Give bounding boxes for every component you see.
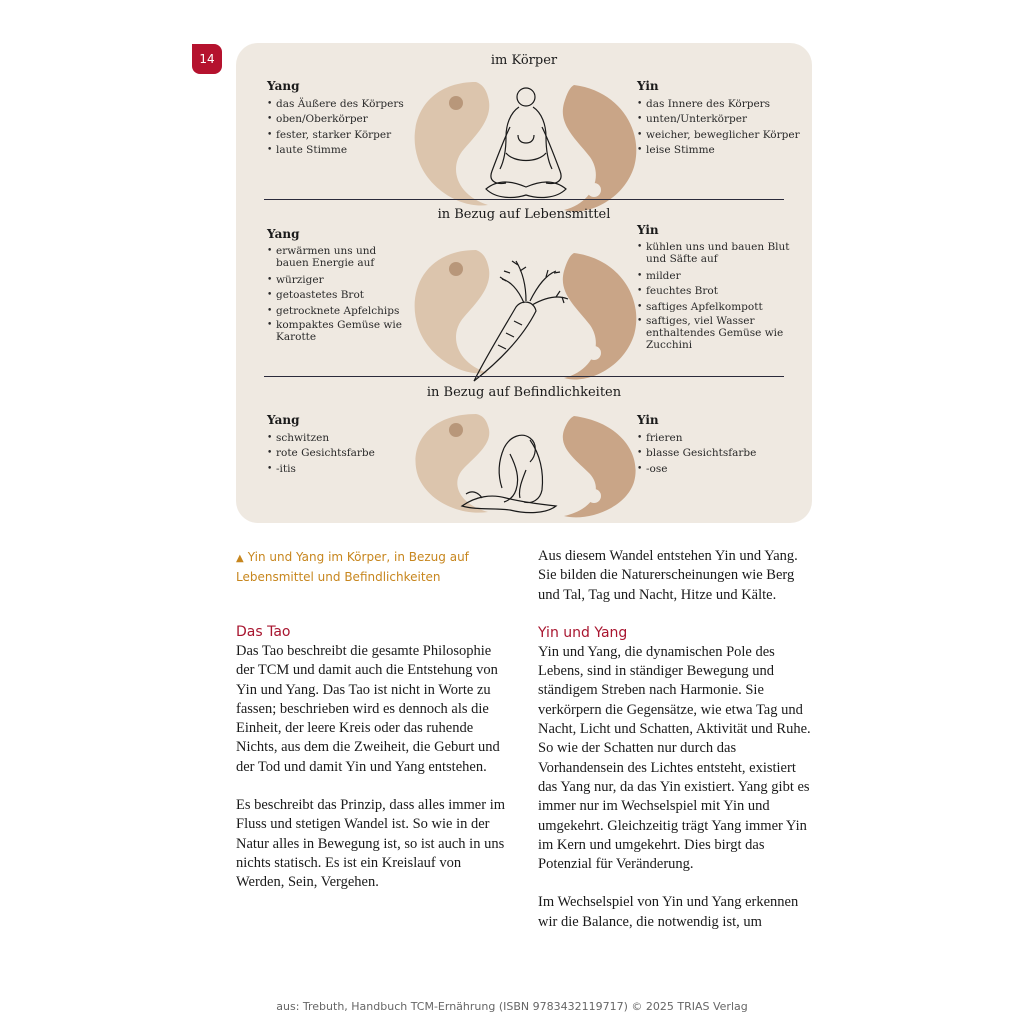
yin-yang-icon [406, 77, 646, 219]
footer-credit: aus: Trebuth, Handbuch TCM-Ernährung (ISBN 9783432119717) © 2025 TRIAS Verlag [276, 1000, 748, 1013]
yang-heading: Yang [267, 227, 300, 241]
list-item: • fester, starker Körper [267, 128, 417, 144]
paragraph: Yin und Yang, die dynamischen Pole des Lebens, sind in ständiger Bewegung und ständigem Streben nach Harmonie. Sie verkörpern die Gegensätze, wie etwa Tag und Nacht, Licht und Schatten, Aktivität und Ruhe. So wie der Schatten nur durch das Vorhandensein des Lichtes entsteht, existiert das Yang nur, da das Yin existiert. Yang gibt es immer nur im Wechselspiel mit Yin und umgekehrt. Gleichzeitig trägt Yang immer Yin im Kern und umgekehrt. Dies birgt das Potenzial für Veränderung. [538, 643, 811, 873]
left-text-column [236, 622, 512, 893]
yin-heading: Yin [637, 223, 659, 237]
list-item: • weicher, beweglicher Körper [637, 128, 802, 144]
list-item: • kühlen uns und bauen Blut und Säfte auf [637, 241, 797, 265]
yin-heading: Yin [637, 413, 659, 427]
yin-yang-icon [406, 410, 646, 520]
page-number: 14 [199, 52, 215, 66]
figure-caption [236, 548, 496, 587]
list-item: • laute Stimme [267, 143, 417, 159]
yang-column-food [267, 227, 407, 347]
list-item: • -itis [267, 462, 417, 478]
list-item: • erwärmen uns und bauen Energie auf [267, 245, 407, 269]
list-item: • feuchtes Brot [637, 284, 797, 300]
list-item: • oben/Oberkörper [267, 112, 417, 128]
list-item: • würziger [267, 273, 407, 289]
list-item: • milder [637, 269, 797, 285]
list-item: • frieren [637, 431, 797, 447]
yang-column-mood [267, 413, 417, 477]
section-title-food: in Bezug auf Lebensmittel [437, 207, 611, 222]
yin-heading: Yin [637, 79, 659, 93]
yin-column-body [637, 79, 802, 159]
list-item: • -ose [637, 462, 797, 478]
yin-yang-panel [236, 43, 812, 523]
caption-text: Yin und Yang im Körper, in Bezug auf Lebensmittel und Befindlichkeiten [236, 550, 469, 584]
yang-column-body [267, 79, 417, 159]
list-item: • kompaktes Gemüse wie Karotte [267, 319, 407, 343]
list-item: • das Äußere des Körpers [267, 97, 417, 113]
section-title-body: im Körper [490, 53, 558, 68]
list-item: • unten/Unterkörper [637, 112, 802, 128]
list-item: • getoastetes Brot [267, 288, 407, 304]
list-item: • leise Stimme [637, 143, 802, 159]
meditating-figure-icon [486, 88, 566, 197]
heading-das-tao: Das Tao [236, 624, 291, 640]
section-title-mood: in Bezug auf Befindlichkeiten [426, 385, 622, 400]
up-arrow-icon: ▲ [236, 553, 244, 564]
right-text-column [538, 547, 814, 932]
paragraph: Im Wechselspiel von Yin und Yang erkennen wir die Balance, die notwendig ist, um [538, 894, 799, 930]
list-item: • getrocknete Apfelchips [267, 304, 407, 320]
page-number-tab [192, 44, 222, 74]
yin-column-food [637, 223, 797, 355]
list-item: • blasse Gesichtsfarbe [637, 446, 797, 462]
yin-yang-icon [406, 245, 646, 387]
list-item: • das Innere des Körpers [637, 97, 802, 113]
yin-column-mood [637, 413, 797, 477]
heading-yin-und-yang: Yin und Yang [538, 624, 628, 641]
section-divider [264, 199, 784, 200]
list-item: • saftiges, viel Wasser enthaltendes Gemüse wie Zucchini [637, 315, 797, 351]
yang-heading: Yang [267, 79, 300, 93]
list-item: • schwitzen [267, 431, 417, 447]
list-item: • rote Gesichtsfarbe [267, 446, 417, 462]
paragraph: Es beschreibt das Prinzip, dass alles immer im Fluss und stetigen Wandel ist. So wie in der Natur alles in Bewegung ist, so ist auch in uns nichts statisch. Es ist ein Kreislauf von Werden, Sein, Vergehen. [236, 797, 506, 891]
paragraph: Das Tao beschreibt die gesamte Philosophie der TCM und damit auch die Entstehung von Yin und Yang. Das Tao ist nicht in Worte zu fassen; beschrieben wird es dennoch als die Einheit, der leere Kreis oder das ruhende Nichts, aus dem die Zweiheit, die Geburt und der Tod und damit Yin und Yang entstehen. [236, 643, 500, 775]
yang-heading: Yang [267, 413, 300, 427]
section-divider [264, 376, 784, 377]
paragraph: Aus diesem Wandel entstehen Yin und Yang. Sie bilden die Naturerscheinungen wie Berg und Tal, Tag und Nacht, Hitze und Kälte. [538, 548, 798, 603]
list-item: • saftiges Apfelkompott [637, 300, 797, 316]
